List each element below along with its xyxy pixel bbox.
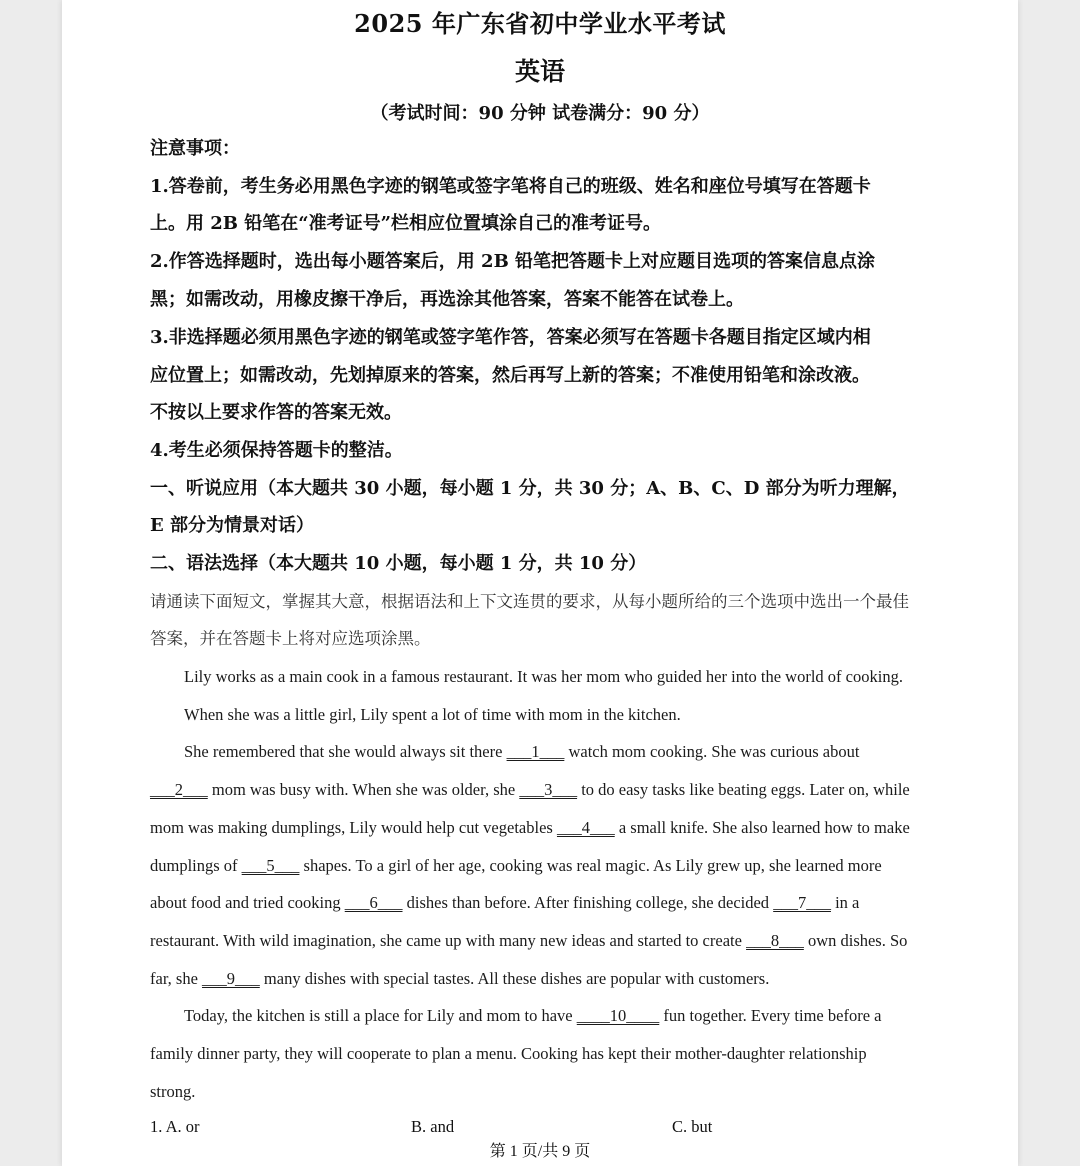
passage-line: far, she ___9___ many dishes with special tastes. All these dishes are popular with customers. (150, 969, 770, 988)
blank-2: ___2___ (150, 780, 208, 799)
blank-7: ___7___ (773, 893, 831, 912)
page-number: 第 1 页/共 9 页 (489, 1143, 591, 1160)
section-two-heading: 二、语法选择（本大题共 10 小题，每小题 1 分，共 10 分） (150, 553, 647, 574)
passage-line: Lily works as a main cook in a famous restaurant. It was her mom who guided her into the world of cooking. (184, 667, 903, 686)
exam-title: 2025 年广东省初中学业水平考试 (354, 9, 726, 38)
notes-line: 3.非选择题必须用黑色字迹的钢笔或签字笔作答，答案必须写在答题卡各题目指定区域内相 (150, 327, 871, 348)
notes-line: 应位置上；如需改动，先划掉原来的答案，然后再写上新的答案；不准使用铅笔和涂改液。 (150, 365, 870, 386)
notes-line: 不按以上要求作答的答案无效。 (150, 402, 402, 423)
notes-line: 上。用 2B 铅笔在“准考证号”栏相应位置填涂自己的准考证号。 (150, 213, 661, 234)
blank-4: ___4___ (556, 818, 615, 837)
notes-heading: 注意事项： (150, 138, 240, 159)
question-1-option-b: B. and (411, 1117, 455, 1136)
section-instructions-cont: 答案，并在答题卡上将对应选项涂黑。 (150, 629, 431, 648)
section-one-heading: 一、听说应用（本大题共 30 小题，每小题 1 分，共 30 分；A、B、C、D 部分为听力理解， (150, 478, 910, 499)
passage-line: Today, the kitchen is still a place for Lily and mom to have ____10____ fun together. Every time before a (184, 1006, 882, 1025)
blank-10: ____10____ (576, 1006, 660, 1025)
passage-line: restaurant. With wild imagination, she came up with many new ideas and started to create ___8___ own dishes. So (150, 931, 908, 950)
question-1-option-a: 1. A. or (150, 1117, 200, 1136)
blank-8: ___8___ (746, 931, 804, 950)
blank-9: ___9___ (202, 969, 260, 988)
section-one-heading-cont: E 部分为情景对话） (150, 515, 314, 536)
question-1-option-c: C. but (672, 1117, 713, 1136)
blank-5: ___5___ (241, 856, 300, 875)
section-instructions: 请通读下面短文，掌握其大意，根据语法和上下文连贯的要求，从每小题所给的三个选项中选出一个最佳 (150, 592, 909, 611)
notes-line: 黑；如需改动，用橡皮擦干净后，再选涂其他答案，答案不能答在试卷上。 (150, 289, 744, 310)
exam-timing: （考试时间：90 分钟 试卷满分：90 分） (370, 103, 710, 124)
notes-line: 4.考生必须保持答题卡的整洁。 (150, 440, 403, 461)
passage-line: ___2___ mom was busy with. When she was older, she ___3___ to do easy tasks like beating eggs. Later on, while (150, 780, 910, 799)
blank-6: ___6___ (344, 893, 403, 912)
blank-3: ___3___ (519, 780, 578, 799)
blank-1: ___1___ (506, 742, 565, 761)
exam-page (62, 0, 1018, 1166)
passage-line: family dinner party, they will cooperate to plan a menu. Cooking has kept their mother-daughter relationship (150, 1044, 867, 1063)
passage-line: When she was a little girl, Lily spent a lot of time with mom in the kitchen. (184, 705, 681, 724)
passage-line: strong. (150, 1082, 196, 1101)
notes-line: 1.答卷前，考生务必用黑色字迹的钢笔或签字笔将自己的班级、姓名和座位号填写在答题卡 (150, 176, 871, 197)
passage-line: She remembered that she would always sit there ___1___ watch mom cooking. She was curious about (184, 742, 860, 761)
passage-line: dumplings of ___5___ shapes. To a girl of her age, cooking was real magic. As Lily grew up, she learned more (150, 856, 882, 875)
notes-line: 2.作答选择题时，选出每小题答案后，用 2B 铅笔把答题卡上对应题目选项的答案信息点涂 (150, 251, 876, 272)
exam-subject: 英语 (514, 57, 565, 86)
passage-line: mom was making dumplings, Lily would help cut vegetables ___4___ a small knife. She also learned how to make (150, 818, 910, 837)
passage-line: about food and tried cooking ___6___ dishes than before. After finishing college, she decided ___7___ in a (150, 893, 860, 912)
